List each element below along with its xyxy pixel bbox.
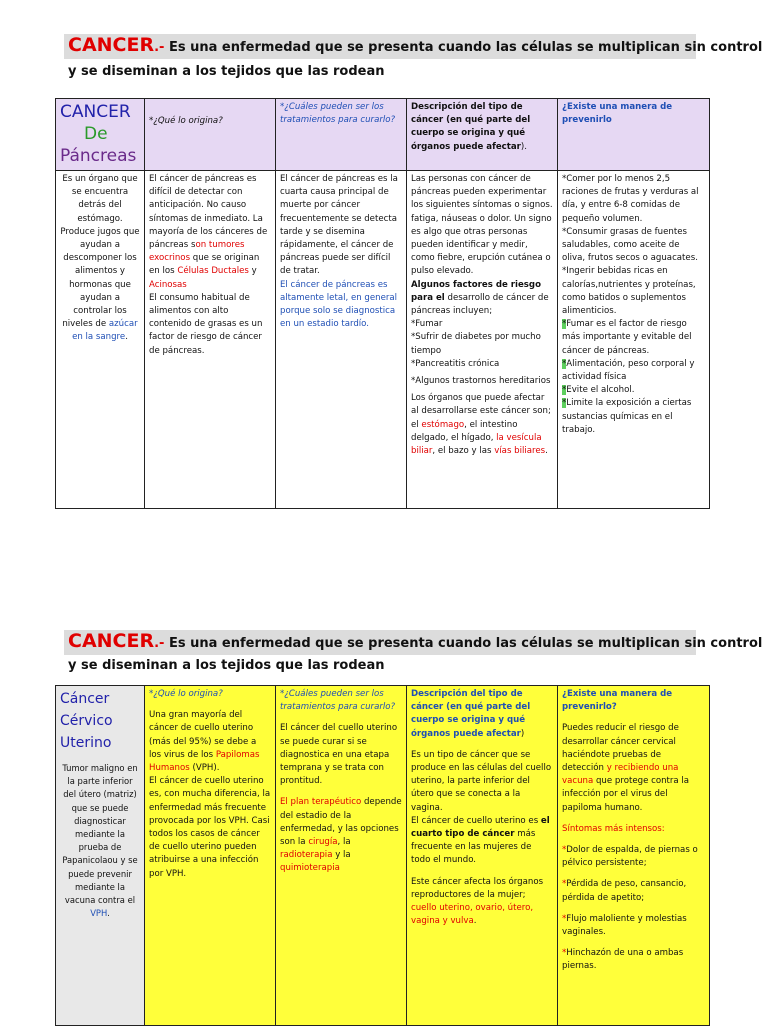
title-line: CANCER.- Es una enfermedad que se presenta cuando las células se multiplican sin control (68, 630, 763, 652)
header-prevention: ¿Existe una manera de prevenirlo (558, 99, 710, 171)
header-origin: *¿Qué lo origina? (145, 99, 276, 171)
description-cell: Descripción del tipo de cáncer (en qué parte del cuerpo se origina y qué órganos puede afectar) Es un tipo de cáncer que se produce en las células del cuello uterino, la parte inferior del útero que se conecta a la vagina. El cáncer de cuello uterino es el cuarto tipo de cáncer más frecuente en las mujeres de todo el mundo. Este cáncer afecta los órganos reproductores de la mujer; cuello uterino, ovario, útero, vagina y vulva. (407, 686, 558, 1026)
section-2-title (64, 630, 763, 655)
pancreas-table (55, 98, 710, 509)
prevention-cell: *Comer por lo menos 2,5 raciones de frutas y verduras al día, y entre 6-8 comidas de pequeño volumen. *Consumir grasas de fuentes saludables, como aceite de oliva, frutos secos o aguacates. *Ingerir bebidas ricas en calorías,nutrientes y proteínas, como batidos o suplementos alimenticios. *Fumar es el factor de riesgo más importante y evitable del cáncer de páncreas. *Alimentación, peso corporal y actividad física *Evite el alcohol. *Limite la exposición a ciertas sustancias químicas en el trabajo. (558, 171, 710, 509)
header-description: Descripción del tipo de cáncer (en qué parte del cuerpo se origina y qué órganos puede afectar). (407, 99, 558, 171)
prevention-cell: ¿Existe una manera de prevenirlo? Puedes reducir el riesgo de desarrollar cáncer cervical haciéndote pruebas de detección y recibiendo una vacuna que protege contra la infección por el virus del papiloma humano. Síntomas más intensos: *Dolor de espalda, de piernas o pélvico persistente; *Pérdida de peso, cansancio, pérdida de apetito; *Flujo maloliente y molestias vaginales. *Hinchazón de una o ambas piernas. (558, 686, 710, 1026)
cervical-table (55, 685, 710, 1026)
table-row (56, 171, 710, 509)
title-cancer-word: CANCER (68, 34, 155, 56)
section-2-subtitle: y se diseminan a los tejidos que las rodean (68, 658, 385, 673)
organ-description-cell: Es un órgano que se encuentra detrás del estómago. Produce jugos que ayudan a descomponer los alimentos y hormonas que ayudan a controlar los niveles de azúcar en la sangre. (56, 171, 145, 509)
title-line: CANCER.- Es una enfermedad que se presenta cuando las células se multiplican sin control (68, 34, 763, 56)
title-cancer-word: CANCER (68, 630, 155, 652)
origin-cell: *¿Qué lo origina? Una gran mayoría del cáncer de cuello uterino (más del 95%) se debe a los virus de los Papilomas Humanos (VPH). El cáncer de cuello uterino es, con mucha diferencia, la enfermedad más frecuente provocada por los VPH. Casi todos los casos de cáncer de cuello uterino pueden atribuirse a una infección por VPH. (145, 686, 276, 1026)
description-cell: Las personas con cáncer de páncreas pueden experimentar los siguientes síntomas o signos. fatiga, náuseas o dolor. Un signo es algo que otras personas pueden identificar y medir, como fiebre, erupción cutánea o pulso elevado. Algunos factores de riesgo para el desarrollo de cáncer de páncreas incluyen; *Fumar *Sufrir de diabetes por mucho tiempo *Pancreatitis crónica *Algunos trastornos hereditarios Los órganos que puede afectar al desarrollarse este cáncer son; el estómago, el intestino delgado, el hígado, la vesícula biliar, el bazo y las vías biliares. (407, 171, 558, 509)
section-1-subtitle: y se diseminan a los tejidos que las rodean (68, 64, 385, 79)
treatment-cell: El cáncer de páncreas es la cuarta causa principal de muerte por cáncer frecuentemente se detecta tarde y se disemina rápidamente, el cáncer de páncreas puede ser difícil de tratar. El cáncer de páncreas es altamente letal, en general porque solo se diagnostica en un estadio tardío. (276, 171, 407, 509)
origin-cell: El cáncer de páncreas es difícil de detectar con anticipación. No causo síntomas de inmediato. La mayoría de los cánceres de páncreas son tumores exocrinos que se originan en los Células Ductales y Acinosas El consumo habitual de alimentos con alto contenido de grasas es un factor de riesgo de cáncer de páncreas. (145, 171, 276, 509)
treatment-cell: *¿Cuáles pueden ser los tratamientos para curarlo? El cáncer del cuello uterino se puede curar si se diagnostica en una etapa temprana y se trata con prontitud. El plan terapéutico depende del estadio de la enfermedad, y las opciones son la cirugía, la radioterapia y la quimioterapia (276, 686, 407, 1026)
section-1-title (64, 34, 763, 59)
header-treatment: *¿Cuáles pueden ser los tratamientos para curarlo? (276, 99, 407, 171)
table-header-row (56, 99, 710, 171)
cancer-name-cell: CANCER De Páncreas (56, 99, 145, 171)
table-row (56, 686, 710, 1026)
cancer-name-cell: Cáncer Cérvico Uterino Tumor maligno en la parte inferior del útero (matriz) que se puede diagnosticar mediante la prueba de Papanicolaou y se puede prevenir mediante la vacuna contra el VPH. (56, 686, 145, 1026)
